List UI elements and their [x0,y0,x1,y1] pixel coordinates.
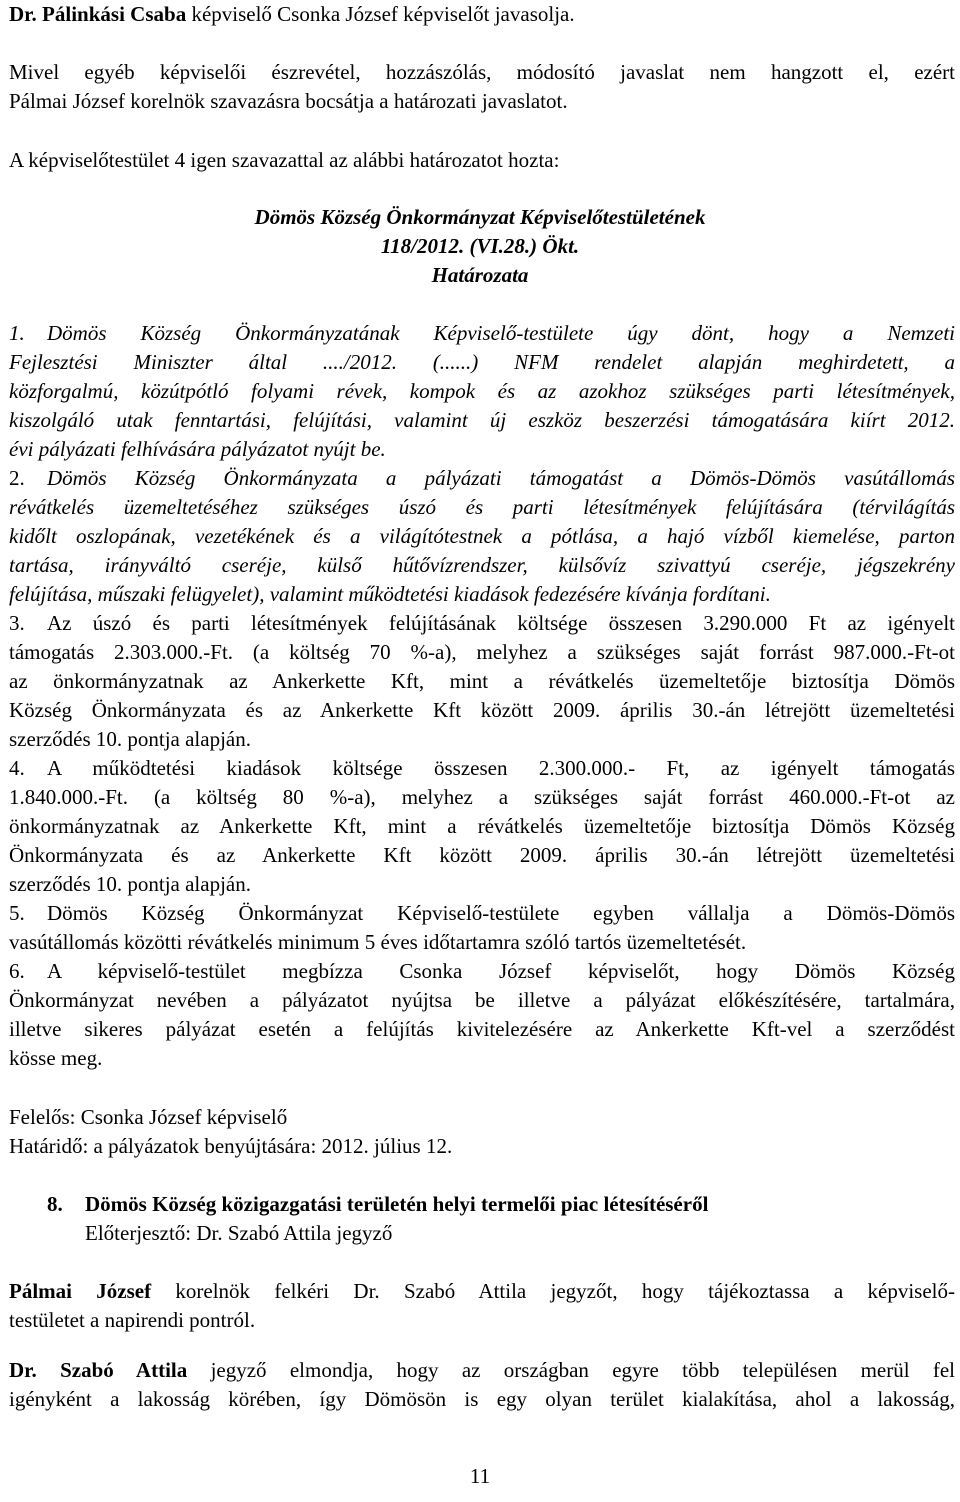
agenda-item-title [47,1190,955,1219]
text-line: illetve sikeres pályázat esetén a felújítás kivitelezésére az Ankerkette Kft-vel a szerződést [9,1017,955,1041]
text-line: Önkormányzata és az Ankerkette Kft között 2009. április 30.-án létrejött üzemeltetési [9,843,955,867]
text-line: vasútállomás közötti révátkelés minimum 5 éves időtartamra szóló tartós üzemeltetését. [9,930,747,954]
text-line: az önkormányzatnak az Ankerkette Kft, mint a révátkelés üzemeltetője biztosítja Dömös [9,669,955,693]
text-line: Az úszó és parti létesítmények felújításának költsége összesen 3.290.000 Ft az igényelt [47,611,955,635]
agenda-presenter: Előterjesztő: Dr. Szabó Attila jegyző [85,1221,393,1245]
item-number: 4. [9,756,25,780]
top-line-text: képviselő Csonka József képviselőt javasolja. [186,2,575,26]
text-line: 1.840.000.-Ft. (a költség 80 %-a), melyhez a szükséges saját forrást 460.000.-Ft-ot az [9,785,955,809]
paragraph-vote-result: A képviselőtestület 4 igen szavazattal az alábbi határozatot hozta: [9,148,560,172]
text-line: Pálmai József korelnök szavazásra bocsátja a határozati javaslatot. [9,89,568,113]
agenda-number: 8. [47,1192,63,1216]
text-line: A képviselő-testület megbízza Csonka József képviselőt, hogy Dömös Község [47,959,955,983]
text-line: szerződés 10. pontja alapján. [9,727,251,751]
text-line: Község Önkormányzata és az Ankerkette Kft között 2009. április 30.-án létrejött üzemeltetési [9,698,955,722]
text-line: Dömös Község Önkormányzat Képviselő-testülete egyben vállalja a Dömös-Dömös [47,901,955,925]
paragraph-chair [9,1277,955,1335]
resolution-label: Határozata [431,263,529,287]
text-line: kiszolgáló utak fenntartási, felújítási, valamint új eszköz beszerzési támogatására kiírt 2012. [9,408,955,432]
speaker-name: Pálmai József [9,1279,152,1303]
text-line: Önkormányzat nevében a pályázatot nyújtsa be illetve a pályázat előkészítésére, tartalmára, [9,988,955,1012]
text-line: A működtetési kiadások költsége összesen 2.300.000.- Ft, az igényelt támogatás [47,756,955,780]
item-number: 3. [9,611,25,635]
text-line: jegyző elmondja, hogy az országban egyre több településen merül fel [187,1358,955,1382]
text-line: szerződés 10. pontja alapján. [9,872,251,896]
text-line: Fejlesztési Miniszter által ..../2012. (......) NFM rendelet alapján meghirdetett, a [9,350,955,374]
text-line: kidőlt oszlopának, vezetékének és a világítótestnek a pótlása, a hajó vízből kiemelése, parton [9,524,955,548]
text-line: Dömös Község Önkormányzata a pályázati támogatást a Dömös-Dömös vasútállomás [47,466,955,490]
item-number: 6. [9,959,25,983]
page-number: 11 [469,1464,491,1488]
text-line: támogatás 2.303.000.-Ft. (a költség 70 %-a), melyhez a szükséges saját forrást 987.000.-Ft-ot [9,640,955,664]
text-line: közforgalmú, közútpótló folyami révek, kompok és az azokhoz szükséges parti létesítmények, [9,379,955,403]
text-line: testületet a napirendi pontról. [9,1308,256,1332]
resolution-item-1 [9,319,955,464]
resolution-item-3 [9,609,955,754]
text-line: felújítása, műszaki felügyelet), valamint működtetési kiadások fedezésére kívánja fordítani. [9,582,771,606]
agenda-title: Dömös Község közigazgatási területén helyi termelői piac létesítéséről [85,1192,709,1216]
resolution-item-4 [9,754,955,899]
text-line: önkormányzatnak az Ankerkette Kft, mint a révátkelés üzemeltetője biztosítja Dömös Község [9,814,955,838]
text-line: révátkelés üzemeltetéséhez szükséges úszó és parti létesítmények felújítására (térvilágítás [9,495,955,519]
resolution-item-5 [9,899,955,957]
top-line [9,0,955,29]
resolution-item-6 [9,957,955,1073]
text-line: Dömös Község Önkormányzatának Képviselő-testülete úgy dönt, hogy a Nemzeti [47,321,955,345]
text-line: Mivel egyéb képviselői észrevétel, hozzászólás, módosító javaslat nem hangzott el, ezért [9,60,955,84]
text-line: igényként a lakosság körében, így Dömösön is egy olyan terület kialakítása, ahol a lakosság, [9,1387,955,1411]
deadline-line: Határidő: a pályázatok benyújtására: 2012. július 12. [9,1134,453,1158]
text-line: korelnök felkéri Dr. Szabó Attila jegyzőt, hogy tájékoztassa a képviselő- [151,1279,955,1303]
speaker-name: Dr. Szabó Attila [9,1358,188,1382]
paragraph-notary [9,1356,955,1414]
text-line: évi pályázati felhívására pályázatot nyújt be. [9,437,386,461]
text-line: kösse meg. [9,1046,103,1070]
resolution-item-2 [9,464,955,609]
speaker-name: Dr. Pálinkási Csaba [9,2,187,26]
item-number: 1. [9,321,25,345]
paragraph-vote-intro [9,58,955,116]
item-number: 5. [9,901,25,925]
responsible-line: Felelős: Csonka József képviselő [9,1105,288,1129]
resolution-number: 118/2012. (VI.28.) Ökt. [380,234,580,258]
item-number: 2. [9,466,25,490]
text-line: tartása, irányváltó cseréje, külső hűtővízrendszer, külsővíz szivattyú cseréje, jégszekrény [9,553,955,577]
resolution-title: Dömös Község Önkormányzat Képviselőtestületének [254,205,706,229]
